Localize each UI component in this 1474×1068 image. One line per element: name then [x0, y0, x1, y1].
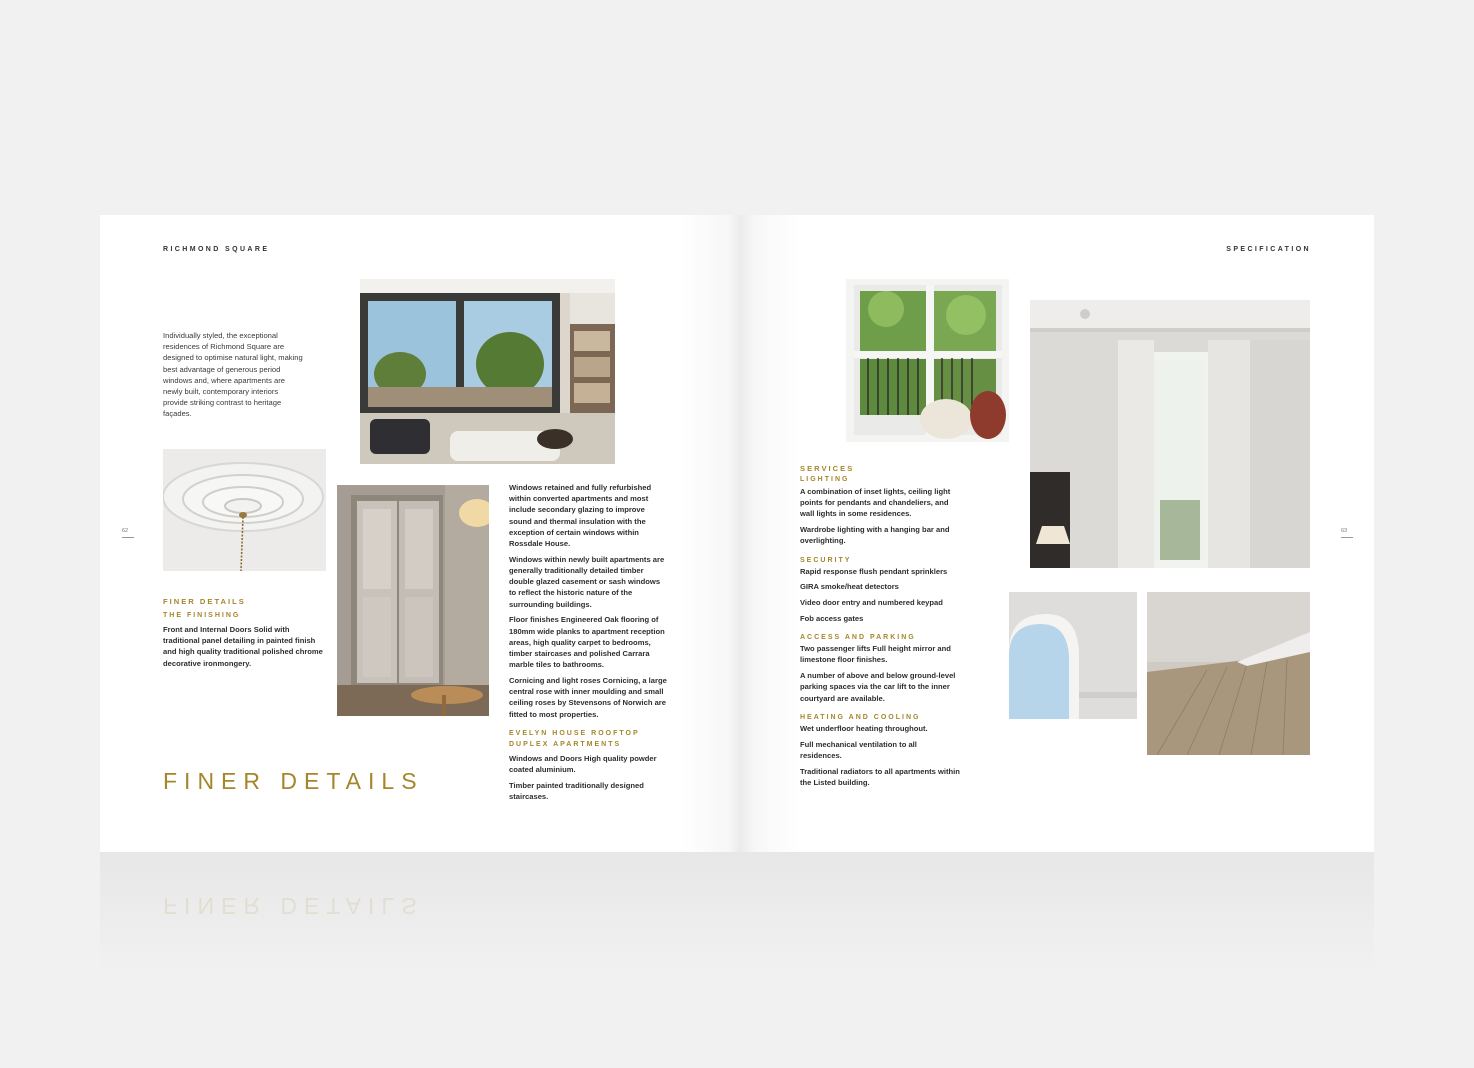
living-room-photo: [360, 279, 615, 464]
lighting-heading: LIGHTING: [800, 476, 850, 483]
page-number-left-text: 62: [122, 528, 129, 534]
running-head-right: SPECIFICATION: [1226, 246, 1311, 253]
heating-cooling-heading: HEATING AND COOLING: [800, 713, 921, 721]
lighting-paragraph: A combination of inset lights, ceiling light points for pendants and chandeliers, and wall lights in some residences.: [800, 487, 951, 519]
spec-paragraph: Cornicing and light roses Cornicing, a large central rose with inner moulding and small ceiling roses by Stevensons of Norwich are fitted to most properties.: [509, 676, 667, 719]
spec-paragraph: Windows retained and fully refurbished within converted apartments and most include secondary glazing to improve sound and thermal insulation with the exception of certain windows within Rossdale House.: [509, 483, 652, 549]
finishing-text: Front and Internal Doors Solid with traditional panel detailing in painted finish and high quality traditional polished chrome decorative ironmongery.: [163, 625, 323, 668]
security-item: Video door entry and numbered keypad: [800, 598, 943, 608]
access-paragraph: Two passenger lifts Full height mirror and limestone floor finishes.: [800, 644, 951, 665]
brochure-spread: [100, 215, 1374, 852]
heating-item: Full mechanical ventilation to all residences.: [800, 739, 917, 760]
page-number-right: [1341, 528, 1353, 538]
curtained-room-photo: [1030, 300, 1310, 568]
rooftop-heading-line-2: DUPLEX APARTMENTS: [509, 741, 622, 749]
page-number-left: [122, 528, 134, 538]
finer-details-title: FINER DETAILS: [163, 768, 424, 794]
heating-item: Traditional radiators to all apartments within the Listed building.: [800, 766, 960, 787]
arched-window-photo: [1009, 592, 1137, 719]
sash-window-photo: [846, 279, 1009, 442]
page-number-right-text: 63: [1341, 528, 1348, 534]
reflected-title: FINER DETAILS: [163, 893, 424, 919]
finishing-heading: THE FINISHING: [163, 612, 241, 619]
heating-item: Wet underfloor heating throughout.: [800, 723, 928, 733]
security-item: Rapid response flush pendant sprinklers: [800, 566, 948, 576]
spread-reflection: [100, 852, 1374, 972]
access-paragraph: A number of above and below ground-level parking spaces via the car lift to the inner courtyard are available.: [800, 671, 956, 703]
spec-paragraph: Windows within newly built apartments are generally traditionally detailed timber double glazed casement or sash windows to reflect the historic nature of the surrounding buildings.: [509, 554, 665, 609]
book-gutter-shadow: [680, 215, 800, 852]
services-heading: SERVICES: [800, 464, 855, 473]
panelled-doors-photo: [337, 485, 489, 716]
lighting-paragraph: Wardrobe lighting with a hanging bar and overlighting.: [800, 525, 950, 546]
oak-floor-photo: [1147, 592, 1310, 755]
spec-paragraph: Floor finishes Engineered Oak flooring of 180mm wide planks to apartment reception areas, high quality carpet to bedrooms, timber staircases and polished Carrara marble tiles to bathrooms.: [509, 615, 665, 670]
rooftop-heading-line-1: EVELYN HOUSE ROOFTOP: [509, 729, 640, 737]
specification-column-left: [509, 482, 669, 807]
finer-details-heading: FINER DETAILS: [163, 597, 246, 606]
specification-column-right: [800, 464, 960, 793]
ceiling-rose-photo: [163, 449, 326, 571]
intro-paragraph: Individually styled, the exceptional residences of Richmond Square are designed to optimise natural light, making best advantage of generous period windows and, where apartments are newly built, contemporary interiors provide striking contrast to heritage façades.: [163, 331, 303, 419]
rooftop-paragraph: Windows and Doors High quality powder coated aluminium.: [509, 754, 657, 775]
rooftop-paragraph: Timber painted traditionally designed staircases.: [509, 781, 644, 802]
security-heading: SECURITY: [800, 556, 852, 564]
security-item: Fob access gates: [800, 614, 864, 623]
security-item: GIRA smoke/heat detectors: [800, 582, 899, 592]
running-head-left: RICHMOND SQUARE: [163, 246, 270, 253]
access-parking-heading: ACCESS AND PARKING: [800, 634, 916, 642]
